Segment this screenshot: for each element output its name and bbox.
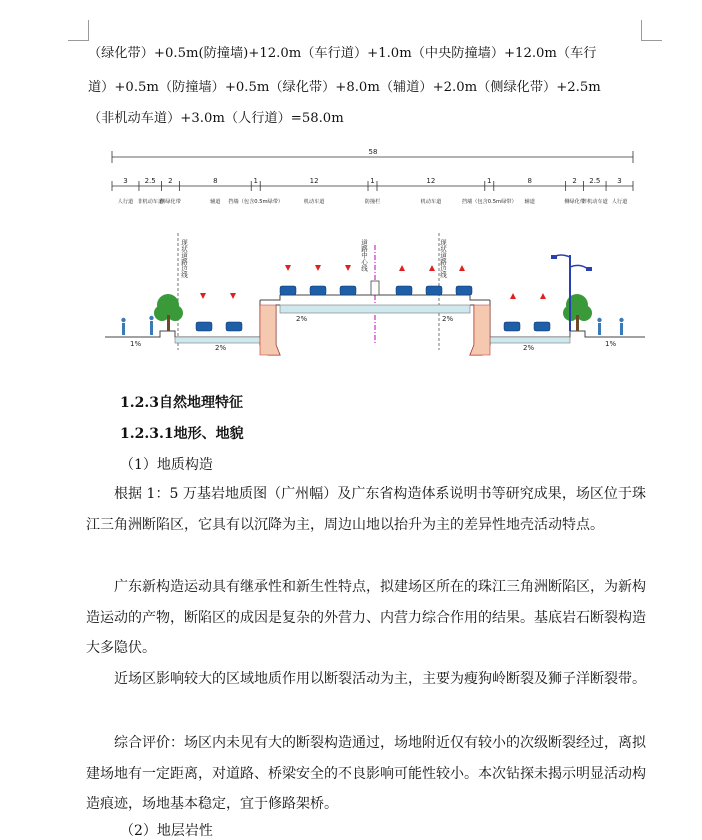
dim-segment-2: 2.5 <box>144 177 156 185</box>
intro-line-1: （绿化带）+0.5m(防撞墙)+12.0m（车行道）+1.0m（中央防撞墙）+12.0m（车行 <box>88 46 597 61</box>
dim-segment-7: 1 <box>370 177 375 185</box>
dim-segment-13: 3 <box>617 177 622 185</box>
dim-segment-4: 8 <box>213 177 218 185</box>
crop-mark-left <box>68 20 89 41</box>
paragraph-4: 综合评价：场区内未见有大的断裂构造通过，场地附近仅有较小的次级断裂经过，离拟建场地有一定距离，对道路、桥梁安全的不良影响可能性较小。本次钻探未揭示明显活动构造痕迹，场地基本稳定，宜于修路架桥。 <box>86 735 646 813</box>
dim-total: 58 <box>368 148 378 156</box>
zone-label-11: 侧绿化带 <box>564 199 585 205</box>
dim-segment-8: 12 <box>426 177 436 185</box>
boundary-label-left: 现状道路边线 <box>180 239 188 278</box>
zone-label-8: 机动车道 <box>420 199 442 205</box>
road-cross-section-diagram <box>100 145 650 370</box>
slope-label-1: 1% <box>130 340 142 348</box>
zone-label-12: 非机动车道 <box>581 199 608 205</box>
paragraph-1: 根据 1：5 万基岩地质图（广州幅）及广东省构造体系说明书等研究成果，场区位于珠江三角洲断陷区，它具有以沉降为主，周边山地以抬升为主的差异性地壳活动特点。 <box>86 486 646 533</box>
zone-label-3: 侧绿化带 <box>160 199 181 205</box>
zone-label-1: 人行道 <box>117 199 134 205</box>
zone-label-2: 非机动车道 <box>137 199 164 205</box>
next-item-label: （2）地层岩性 <box>120 823 213 839</box>
dim-segment-1: 3 <box>123 177 128 185</box>
dim-segment-3: 2 <box>168 177 173 185</box>
zone-label-4: 辅道 <box>210 199 221 205</box>
zone-label-13: 人行道 <box>611 199 628 205</box>
slope-label-4: 2% <box>442 315 454 323</box>
slope-label-5: 2% <box>523 344 535 352</box>
zone-label-9: 挡墙（包含0.5m绿带） <box>461 199 517 205</box>
dim-segment-6: 12 <box>309 177 319 185</box>
section-heading: 1.2.3自然地理特征 <box>120 395 243 411</box>
dim-segment-10: 8 <box>527 177 532 185</box>
intro-line-2: 道）+0.5m（防撞墙）+0.5m（绿化带）+8.0m（辅道）+2.0m（侧绿化带）+2.5m <box>88 80 601 95</box>
section-subheading: 1.2.3.1地形、地貌 <box>120 426 244 442</box>
paragraph-3: 近场区影响较大的区域地质作用以断裂活动为主，主要为瘦狗岭断裂及狮子洋断裂带。 <box>114 671 646 687</box>
dim-segment-5: 1 <box>253 177 258 185</box>
crop-mark-right <box>641 20 662 41</box>
slope-label-2: 2% <box>215 344 227 352</box>
zone-label-7: 防撞栏 <box>364 199 381 205</box>
item-label: （1）地质构造 <box>120 457 213 473</box>
zone-label-10: 辅道 <box>524 199 535 205</box>
slope-label-6: 1% <box>605 340 617 348</box>
boundary-label-right: 现状道路边线 <box>439 239 447 278</box>
boundary-label-center: 道路中心线 <box>360 239 368 272</box>
slope-label-3: 2% <box>296 315 308 323</box>
dim-segment-9: 1 <box>487 177 492 185</box>
zone-label-5: 挡墙（包含0.5m绿带） <box>228 199 284 205</box>
zone-label-6: 机动车道 <box>303 199 325 205</box>
dim-segment-12: 2.5 <box>589 177 601 185</box>
intro-line-3: （非机动车道）+3.0m（人行道）=58.0m <box>88 111 344 126</box>
paragraph-2: 广东新构造运动具有继承性和新生性特点，拟建场区所在的珠江三角洲断陷区，为新构造运动的产物，断陷区的成因是复杂的外营力、内营力综合作用的结果。基底岩石断裂构造大多隐伏。 <box>86 579 646 657</box>
dim-segment-11: 2 <box>572 177 577 185</box>
